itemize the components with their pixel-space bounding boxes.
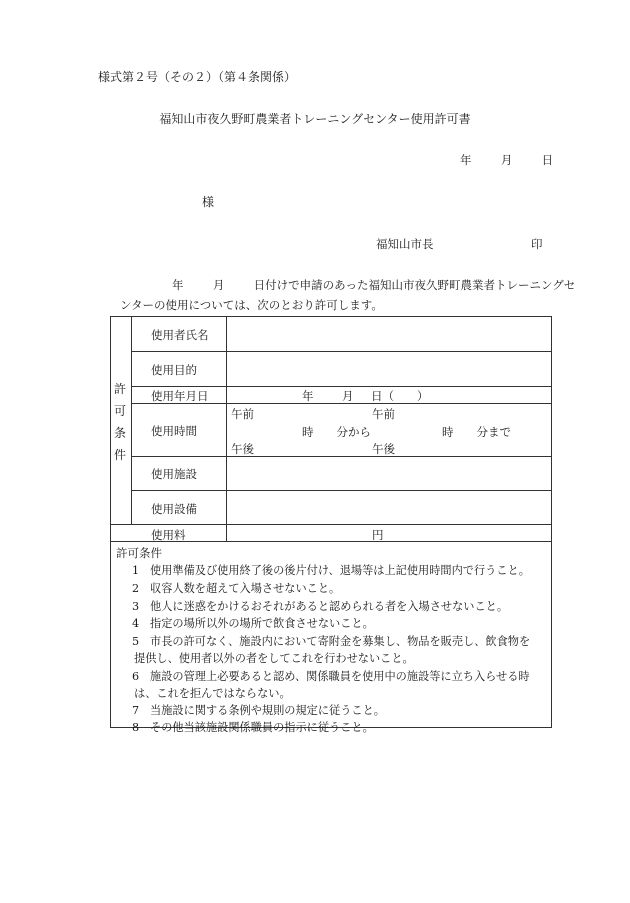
issuer-name: 福知山市長 [376,237,434,251]
date-field-day: 日（ ） [371,389,429,403]
condition-item [132,615,374,631]
row-line [131,456,552,457]
label-equipment: 使用設備 [151,502,197,516]
condition-number: 3 [132,600,140,613]
intro-rest: 日付けで申請のあった福知山市夜久野町農業者トレーニングセ [253,278,576,292]
condition-text: 他人に迷惑をかけるおそれがあると認められる者を入場させないこと。 [150,600,509,613]
condition-text: その他当該施設関係職員の指示に従うこと。 [150,721,374,734]
seal-mark: 印 [531,237,543,251]
document-title: 福知山市夜久野町農業者トレーニングセンター使用許可書 [159,112,471,126]
issue-date [460,152,553,168]
side-label-divider [131,316,132,524]
side-label-char: 条 [113,426,126,440]
date-day: 日 [541,153,554,167]
condition-item [132,633,530,649]
label-user-name: 使用者氏名 [151,328,209,342]
label-column-divider [226,316,227,541]
date-year: 年 [460,153,472,167]
row-line [131,351,552,352]
condition-number: 7 [132,704,140,717]
label-facility: 使用施設 [151,467,197,481]
fee-unit: 円 [372,528,384,542]
conditions-title: 許可条件 [116,546,162,560]
time-until: 時 分まで [442,425,511,439]
intro-year: 年 [172,278,184,292]
condition-item-continuation: は、これを拒んではならない。 [134,687,291,700]
label-time: 使用時間 [151,424,197,438]
label-date: 使用年月日 [151,389,209,403]
side-label-char: 件 [113,448,126,462]
condition-number: 2 [132,582,140,595]
time-pm-start: 午後 [231,442,254,456]
condition-text: 使用準備及び使用終了後の後片付け、退場等は上記使用時間内で行うこと。 [150,564,530,577]
label-fee: 使用料 [151,528,186,542]
time-am-start: 午前 [231,407,254,421]
condition-number: 4 [132,617,140,630]
date-field-month: 月 [342,389,354,403]
row-line [131,386,552,387]
time-pm-end: 午後 [372,442,395,456]
intro-month: 月 [212,278,225,292]
time-from: 時 分から [302,425,371,439]
condition-text: 当施設に関する条例や規則の規定に従うこと。 [150,704,385,717]
label-purpose: 使用目的 [151,363,197,377]
condition-number: 8 [132,721,140,734]
condition-item [132,598,508,614]
date-month: 月 [500,153,513,167]
condition-item [132,668,530,684]
condition-number: 6 [132,670,140,683]
row-line [131,490,552,491]
condition-item [132,580,340,596]
condition-item [132,702,385,718]
condition-text: 市長の許可なく、施設内において寄附金を募集し、物品を販売し、飲食物を [150,635,531,648]
side-label-char: 可 [113,404,126,418]
condition-number: 5 [132,635,140,648]
date-field-year: 年 [302,389,314,403]
row-line [110,524,552,525]
condition-text: 収容人数を超えて入場させないこと。 [150,582,341,595]
condition-item [132,719,374,735]
form-number: 様式第２号（その２）（第４条関係） [98,70,297,84]
time-am-end: 午前 [372,407,395,421]
intro-line-1 [172,277,575,293]
condition-text: 指定の場所以外の場所で飲食させないこと。 [150,617,374,630]
intro-line-2: ンターの使用については、次のとおり許可します。 [120,298,383,312]
condition-item [132,562,530,578]
addressee-suffix: 様 [202,195,215,209]
side-label-char: 許 [113,382,126,396]
condition-number: 1 [132,564,140,577]
condition-item-continuation: 提供し、使用者以外の者をしてこれを行わせないこと。 [134,652,414,665]
permit-conditions-side-label [112,378,128,466]
condition-text: 施設の管理上必要あると認め、関係職員を使用中の施設等に立ち入らせる時 [150,670,530,683]
